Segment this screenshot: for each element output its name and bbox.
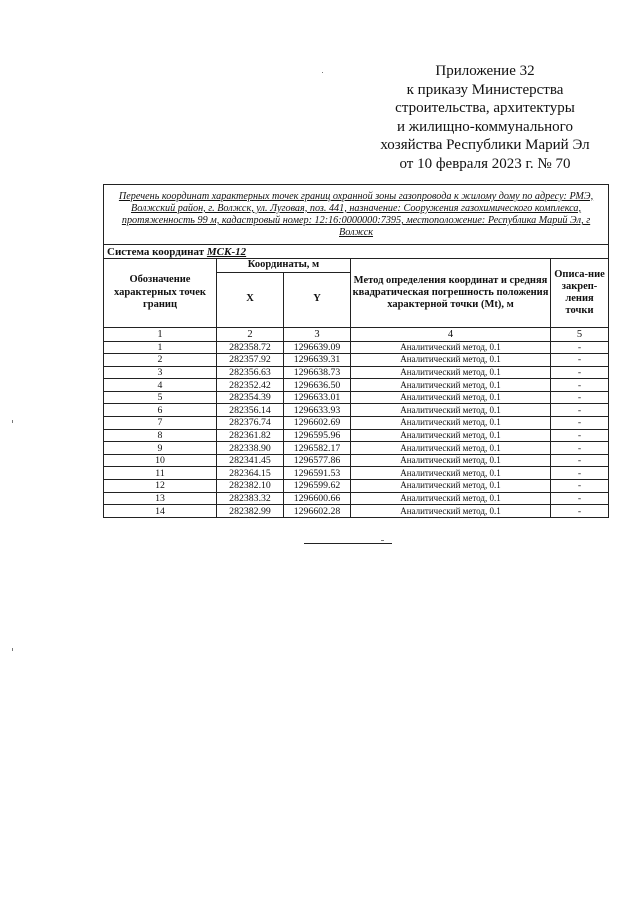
y-coordinate-cell: 1296639.31 [284, 354, 351, 367]
header-y: Y [284, 272, 351, 327]
appendix-header [360, 62, 610, 174]
appendix-line: строительства, архитектуры [395, 100, 575, 117]
table-row [104, 379, 609, 392]
point-number-cell: 4 [104, 379, 217, 392]
description-cell: - [551, 467, 609, 480]
appendix-line: и жилищно-коммунального [397, 118, 573, 135]
y-coordinate-cell: 1296577.86 [284, 454, 351, 467]
scan-speck [381, 540, 384, 541]
method-cell: Аналитический метод, 0.1 [351, 341, 551, 354]
description-cell: - [551, 404, 609, 417]
appendix-line: от 10 февраля 2023 г. № 70 [399, 155, 571, 172]
point-number-cell: 11 [104, 467, 217, 480]
y-coordinate-cell: 1296600.66 [284, 492, 351, 505]
description-cell: - [551, 480, 609, 493]
method-cell: Аналитический метод, 0.1 [351, 404, 551, 417]
x-coordinate-cell: 282357.92 [217, 354, 284, 367]
description-cell: - [551, 391, 609, 404]
y-coordinate-cell: 1296636.50 [284, 379, 351, 392]
y-coordinate-cell: 1296638.73 [284, 366, 351, 379]
table-row [104, 417, 609, 430]
x-coordinate-cell: 282356.63 [217, 366, 284, 379]
header-method: Метод определения координат и средняя квадратическая погрешность положения характерной точки (Mt), м [351, 259, 551, 328]
point-number-cell: 10 [104, 454, 217, 467]
y-coordinate-cell: 1296602.28 [284, 505, 351, 518]
x-coordinate-cell: 282354.39 [217, 391, 284, 404]
x-coordinate-cell: 282356.14 [217, 404, 284, 417]
point-number-cell: 14 [104, 505, 217, 518]
point-number-cell: 8 [104, 429, 217, 442]
x-coordinate-cell: 282358.72 [217, 341, 284, 354]
column-number: 4 [351, 327, 551, 341]
method-cell: Аналитический метод, 0.1 [351, 480, 551, 493]
table-row [104, 454, 609, 467]
method-cell: Аналитический метод, 0.1 [351, 366, 551, 379]
description-cell: - [551, 366, 609, 379]
table-row [104, 391, 609, 404]
y-coordinate-cell: 1296582.17 [284, 442, 351, 455]
header-coordinates: Координаты, м [217, 259, 351, 273]
description-cell: - [551, 417, 609, 430]
point-number-cell: 5 [104, 391, 217, 404]
method-cell: Аналитический метод, 0.1 [351, 492, 551, 505]
y-coordinate-cell: 1296633.93 [284, 404, 351, 417]
table-row [104, 341, 609, 354]
point-number-cell: 1 [104, 341, 217, 354]
column-numbers-row [104, 327, 609, 341]
coordinate-system-label: Система координат [107, 245, 205, 258]
point-number-cell: 7 [104, 417, 217, 430]
x-coordinate-cell: 282364.15 [217, 467, 284, 480]
x-coordinate-cell: 282361.82 [217, 429, 284, 442]
coordinate-system-name: МСК-12 [206, 245, 247, 258]
y-coordinate-cell: 1296591.53 [284, 467, 351, 480]
table-row [104, 354, 609, 367]
point-number-cell: 12 [104, 480, 217, 493]
scan-speck [12, 648, 13, 651]
x-coordinate-cell: 282352.42 [217, 379, 284, 392]
table-row [104, 505, 609, 518]
y-coordinate-cell: 1296633.01 [284, 391, 351, 404]
header-point-designation: Обозначение характерных точек границ [104, 259, 217, 328]
header-x: X [217, 272, 284, 327]
coordinates-table [103, 184, 609, 518]
table-row [104, 467, 609, 480]
method-cell: Аналитический метод, 0.1 [351, 454, 551, 467]
scan-speck [12, 420, 13, 423]
description-cell: - [551, 505, 609, 518]
x-coordinate-cell: 282383.32 [217, 492, 284, 505]
point-number-cell: 13 [104, 492, 217, 505]
column-number: 3 [284, 327, 351, 341]
point-number-cell: 2 [104, 354, 217, 367]
x-coordinate-cell: 282376.74 [217, 417, 284, 430]
appendix-line: хозяйства Республики Марий Эл [380, 137, 590, 154]
x-coordinate-cell: 282382.10 [217, 480, 284, 493]
method-cell: Аналитический метод, 0.1 [351, 379, 551, 392]
x-coordinate-cell: 282341.45 [217, 454, 284, 467]
method-cell: Аналитический метод, 0.1 [351, 429, 551, 442]
point-number-cell: 9 [104, 442, 217, 455]
description-cell: - [551, 341, 609, 354]
y-coordinate-cell: 1296639.09 [284, 341, 351, 354]
table-row [104, 480, 609, 493]
method-cell: Аналитический метод, 0.1 [351, 417, 551, 430]
table-row [104, 429, 609, 442]
point-number-cell: 6 [104, 404, 217, 417]
method-cell: Аналитический метод, 0.1 [351, 391, 551, 404]
point-number-cell: 3 [104, 366, 217, 379]
description-cell: - [551, 429, 609, 442]
description-cell: - [551, 454, 609, 467]
y-coordinate-cell: 1296599.62 [284, 480, 351, 493]
description-cell: - [551, 379, 609, 392]
method-cell: Аналитический метод, 0.1 [351, 442, 551, 455]
method-cell: Аналитический метод, 0.1 [351, 505, 551, 518]
appendix-line: к приказу Министерства [406, 81, 564, 98]
y-coordinate-cell: 1296595.96 [284, 429, 351, 442]
description-cell: - [551, 354, 609, 367]
scan-speck [322, 72, 323, 73]
end-separator-line [304, 543, 392, 544]
y-coordinate-cell: 1296602.69 [284, 417, 351, 430]
appendix-line: Приложение 32 [435, 63, 535, 79]
table-row [104, 404, 609, 417]
column-number: 2 [217, 327, 284, 341]
header-description: Описа-ние закреп-ления точки [551, 259, 609, 328]
description-cell: - [551, 442, 609, 455]
column-number: 1 [104, 327, 217, 341]
x-coordinate-cell: 282382.99 [217, 505, 284, 518]
x-coordinate-cell: 282338.90 [217, 442, 284, 455]
method-cell: Аналитический метод, 0.1 [351, 467, 551, 480]
table-caption: Перечень координат характерных точек границ охранной зоны газопровода к жилому дому по адресу: РМЭ, Волжский район, г. Волжск, ул. Луговая, поз. 441, назначение: Сооружения газохимического комплекса, протяженность 99 м, кадастровый номер: 12:16:0000000:7395, местоположение: Республика Марий Эл, г Волжск [104, 185, 609, 245]
table-row [104, 492, 609, 505]
description-cell: - [551, 492, 609, 505]
column-number: 5 [551, 327, 609, 341]
coordinate-system-row [104, 245, 609, 259]
method-cell: Аналитический метод, 0.1 [351, 354, 551, 367]
table-row [104, 366, 609, 379]
table-row [104, 442, 609, 455]
